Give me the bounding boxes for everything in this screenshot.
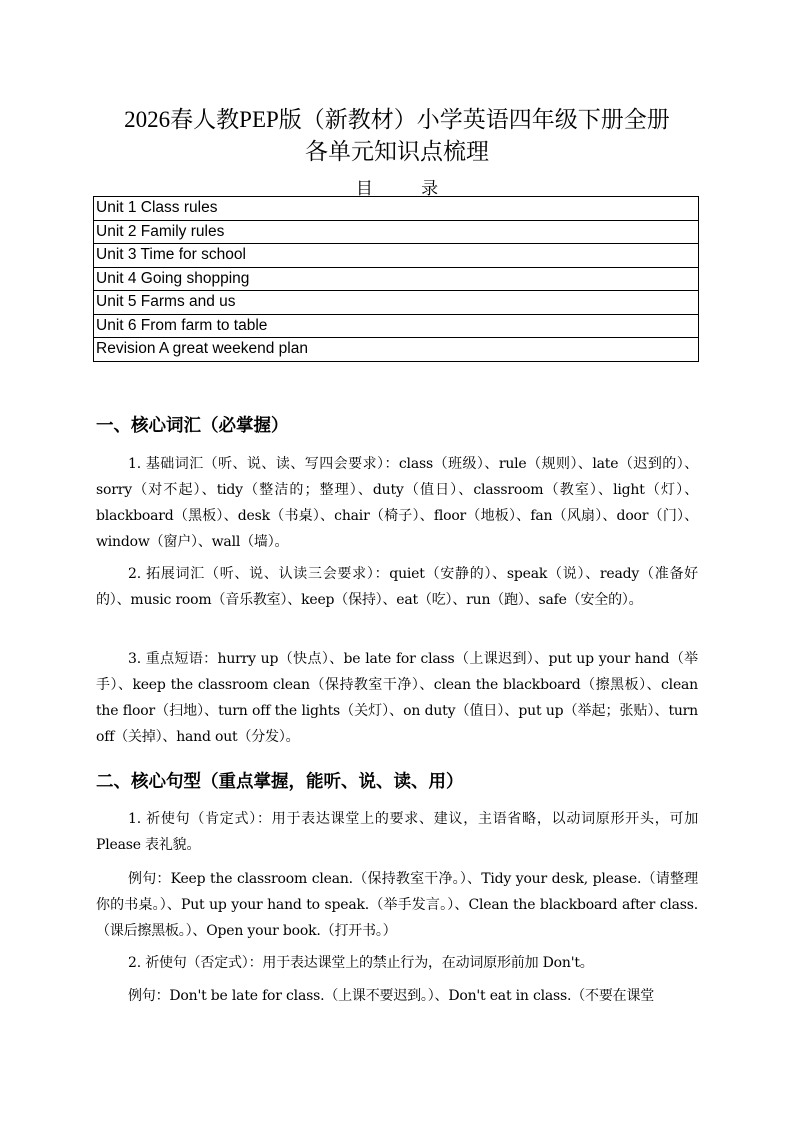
toc-heading: 目 录 <box>355 179 461 198</box>
section1-heading: 一、核心词汇（必掌握） <box>96 416 289 436</box>
document-title-line1: 2026春人教PEP版（新教材）小学英语四年级下册全册 <box>124 107 670 132</box>
toc-row <box>94 338 699 362</box>
toc-item: Unit 5 Farms and us <box>94 291 699 315</box>
section1-paragraph-phrases: 3. 重点短语：hurry up（快点）、be late for class（上课迟到）、put up your hand（举手）、keep the classroom clean（保持教室干净）、clean the blackboard（擦黑板）、clean the floor（扫地）、turn off the lights（关灯）、on duty（值日）、put up（举起；张贴）、turn off（关掉）、hand out（分发）。 <box>96 651 698 745</box>
toc-row <box>94 267 699 291</box>
toc-item: Unit 2 Family rules <box>94 220 699 244</box>
section2-heading: 二、核心句型（重点掌握，能听、说、读、用） <box>96 772 464 792</box>
toc-table <box>93 196 699 362</box>
toc-row <box>94 220 699 244</box>
section2-paragraph-negative-examples: 例句：Don't be late for class.（上课不要迟到。）、Don't eat in class.（不要在课堂 <box>128 988 655 1004</box>
toc-item: Unit 1 Class rules <box>94 197 699 221</box>
section1-paragraph-basic-vocab: 1. 基础词汇（听、说、读、写四会要求）：class（班级）、rule（规则）、late（迟到的）、sorry（对不起）、tidy（整洁的；整理）、duty（值日）、classroom（教室）、light（灯）、blackboard（黑板）、desk（书桌）、chair（椅子）、floor（地板）、fan（风扇）、door（门）、window（窗户）、wall（墙）。 <box>96 456 698 550</box>
toc-row <box>94 197 699 221</box>
toc-item: Unit 6 From farm to table <box>94 314 699 338</box>
document-title-line2: 各单元知识点梳理 <box>305 139 489 164</box>
toc-row <box>94 314 699 338</box>
toc-row <box>94 291 699 315</box>
toc-item: Unit 4 Going shopping <box>94 267 699 291</box>
toc-row <box>94 244 699 268</box>
section2-paragraph-imperative-positive: 1. 祈使句（肯定式）：用于表达课堂上的要求、建议，主语省略，以动词原形开头，可加 Please 表礼貌。 <box>96 811 698 853</box>
section2-paragraph-positive-examples: 例句：Keep the classroom clean.（保持教室干净。）、Tidy your desk, please.（请整理你的书桌。）、Put up your hand to speak.（举手发言。）、Clean the blackboard after class.（课后擦黑板。）、Open your book.（打开书。） <box>96 871 698 939</box>
section1-paragraph-extended-vocab: 2. 拓展词汇（听、说、认读三会要求）：quiet（安静的）、speak（说）、ready（准备好的）、music room（音乐教室）、keep（保持）、eat（吃）、run（跑）、safe（安全的）。 <box>96 566 698 608</box>
toc-item: Unit 3 Time for school <box>94 244 699 268</box>
section2-paragraph-imperative-negative: 2. 祈使句（否定式）：用于表达课堂上的禁止行为，在动词原形前加 Don't。 <box>128 955 594 971</box>
toc-item: Revision A great weekend plan <box>94 338 699 362</box>
